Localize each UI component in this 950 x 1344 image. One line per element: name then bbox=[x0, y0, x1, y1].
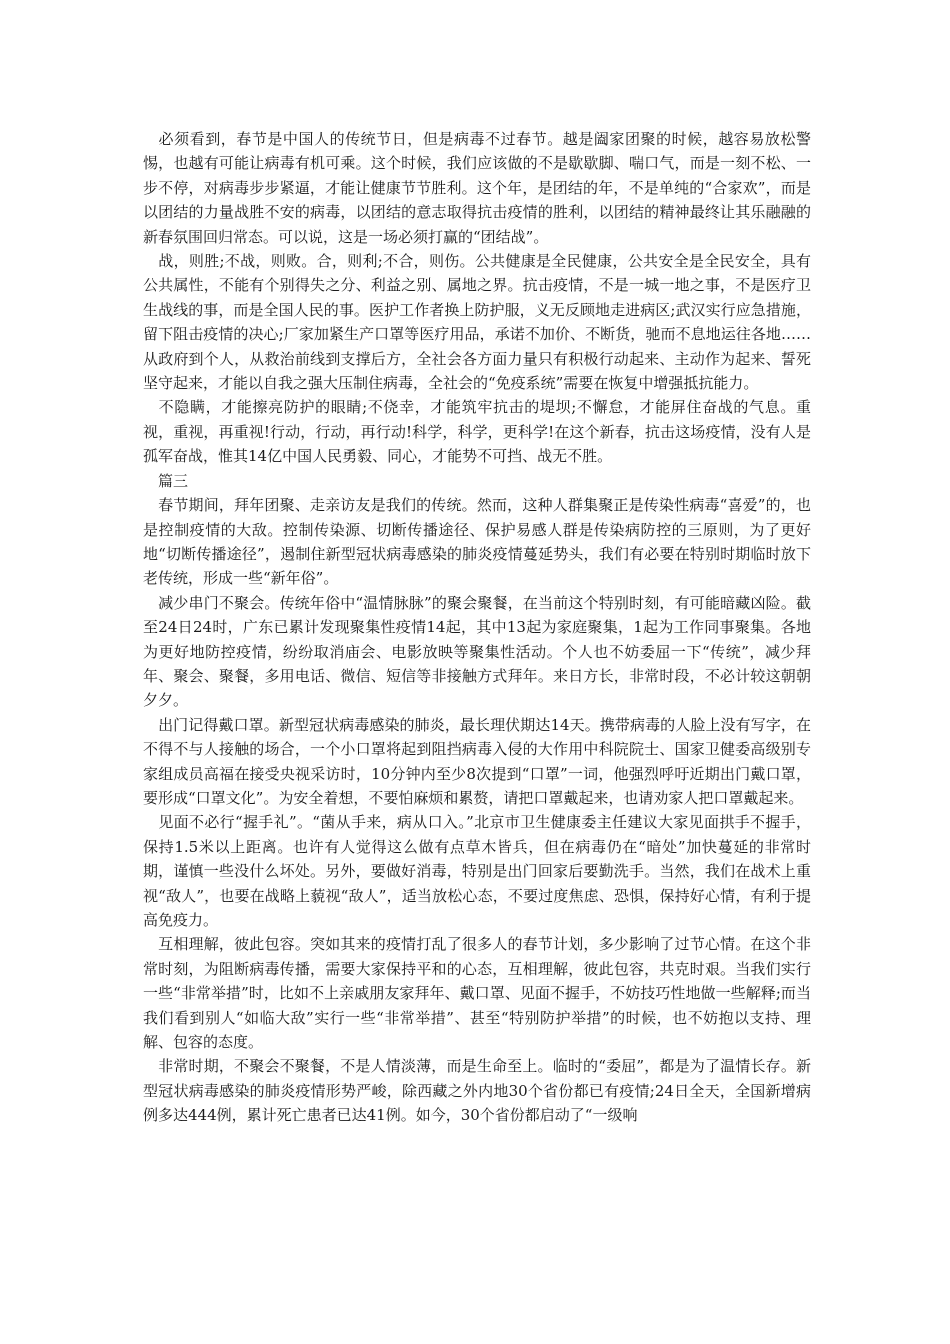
paragraph-no-gathering: 减少串门不聚会。传统年俗中“温情脉脉”的聚会聚餐，在当前这个特别时刻，有可能暗藏凶险。截至24日24时，广东已累计发现聚集性疫情14起，其中13起为家庭聚集，1起为工作同事聚集。各地为更好地防控疫情，纷纷取消庙会、电影放映等聚集性活动。个人也不妨委屈一下“传统”，减少拜年、聚会、聚餐，多用电话、微信、短信等非接触方式拜年。来日方长，非常时段，不必计较这朝朝夕夕。 bbox=[143, 593, 811, 710]
paragraph-life-first: 非常时期，不聚会不聚餐，不是人情淡薄，而是生命至上。临时的“委屈”，都是为了温情长存。新型冠状病毒感染的肺炎疫情形势严峻，除西藏之外内地30个省份都已有疫情;24日全天，全国新增病例多达444例，累计死亡患者已达41例。如今，30个省份都启动了“一级响 bbox=[143, 1057, 811, 1125]
paragraph-fight-together: 战，则胜;不战，则败。合，则利;不合，则伤。公共健康是全民健康，公共安全是全民安全，具有公共属性，不能有个别得失之分、利益之别、属地之界。抗击疫情，不是一城一地之事，不是医疗卫生战线的事，而是全国人民的事。医护工作者换上防护服，义无反顾地走进病区;武汉实行应急措施，留下阻击疫情的决心;厂家加紧生产口罩等医疗用品，承诺不加价、不断货，驰而不息地运往各地……从政府到个人，从救治前线到支撑后方，全社会各方面力量只有积极行动起来、主动作为起来、誓死坚守起来，才能以自我之强大压制住病毒，全社会的“免疫系统”需要在恢复中增强抵抗能力。 bbox=[143, 252, 811, 393]
paragraph-new-customs: 春节期间，拜年团聚、走亲访友是我们的传统。然而，这种人群集聚正是传染性病毒“喜爱”的，也是控制疫情的大敌。控制传染源、切断传播途径、保护易感人群是传染病防控的三原则，为了更好地“切断传播途径”，遏制住新型冠状病毒感染的肺炎疫情蔓延势头，我们有必要在特别时期临时放下老传统，形成一些“新年俗”。 bbox=[143, 496, 811, 588]
paragraph-mutual-understanding: 互相理解，彼此包容。突如其来的疫情打乱了很多人的春节计划，多少影响了过节心情。在这个非常时刻，为阻断病毒传播，需要大家保持平和的心态，互相理解，彼此包容，共克时艰。当我们实行一些“非常举措”时，比如不上亲戚朋友家拜年、戴口罩、见面不握手，不妨技巧性地做一些解释;而当我们看到别人“如临大敌”实行一些“非常举措”、甚至“特别防护举措”的时候，也不妨抱以支持、理解、包容的态度。 bbox=[143, 935, 811, 1052]
section-heading: 篇三 bbox=[143, 471, 189, 490]
paragraph-no-handshake: 见面不必行“握手礼”。“菌从手来，病从口入。”北京市卫生健康委主任建议大家见面拱手不握手，保持1.5米以上距离。也许有人觉得这么做有点草木皆兵，但在病毒仍在“暗处”加快蔓延的非常时期，谨慎一些没什么坏处。另外，要做好消毒，特别是出门回家后要勤洗手。当然，我们在战术上重视“敌人”，也要在战略上藐视“敌人”，适当放松心态，不要过度焦虑、恐惧，保持好心情，有利于提高免疫力。 bbox=[143, 813, 811, 929]
document-body bbox=[143, 127, 811, 1128]
paragraph-no-concealment: 不隐瞒，才能擦亮防护的眼睛;不侥幸，才能筑牢抗击的堤坝;不懈怠，才能屏住奋战的气息。重视，重视，再重视!行动，行动，再行动!科学，科学，更科学!在这个新春，抗击这场疫情，没有人是孤军奋战，惟其14亿中国人民勇毅、同心，才能势不可挡、战无不胜。 bbox=[143, 398, 811, 466]
paragraph-unity-battle: 必须看到，春节是中国人的传统节日，但是病毒不过春节。越是阖家团聚的时候，越容易放松警惕，也越有可能让病毒有机可乘。这个时候，我们应该做的不是歇歇脚、喘口气，而是一刻不松、一步不停，对病毒步步紧逼，才能让健康节节胜利。这个年，是团结的年，不是单纯的“合家欢”，而是以团结的力量战胜不安的病毒，以团结的意志取得抗击疫情的胜利，以团结的精神最终让其乐融融的新春氛围回归常态。可以说，这是一场必须打赢的“团结战”。 bbox=[143, 130, 811, 246]
paragraph-wear-mask: 出门记得戴口罩。新型冠状病毒感染的肺炎，最长理伏期达14天。携带病毒的人脸上没有写字，在不得不与人接触的场合，一个小口罩将起到阻挡病毒入侵的大作用中科院院士、国家卫健委高级别专家组成员高福在接受央视采访时，10分钟内至少8次提到“口罩”一词，他强烈呼吁近期出门戴口罩，要形成“口罩文化”。为安全着想，不要怕麻烦和累赘，请把口罩戴起来，也请劝家人把口罩戴起来。 bbox=[143, 715, 811, 807]
